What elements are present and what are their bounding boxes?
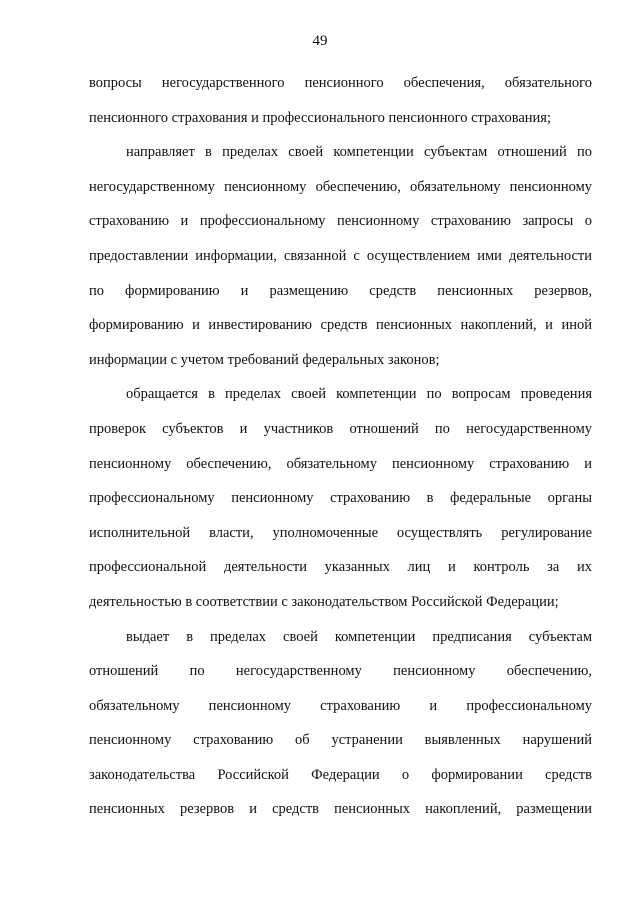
text-line: законодательства Российской Федерации о формировании средств (89, 766, 592, 783)
text-line: обязательному пенсионному страхованию и профессиональному (89, 697, 592, 714)
text-line: по формированию и размещению средств пенсионных резервов, (89, 282, 592, 299)
text-line: исполнительной власти, уполномоченные осуществлять регулирование (89, 524, 592, 541)
text-line: пенсионному обеспечению, обязательному пенсионному страхованию и (89, 455, 592, 472)
text-line: вопросы негосударственного пенсионного обеспечения, обязательного (89, 75, 592, 91)
document-body (89, 66, 592, 827)
text-line: выдает в пределах своей компетенции предписания субъектам (126, 628, 592, 645)
text-line: направляет в пределах своей компетенции субъектам отношений по (126, 144, 592, 161)
text-line: профессиональной деятельности указанных лиц и контроль за их (89, 559, 592, 576)
text-line: проверок субъектов и участников отношений по негосударственному (89, 420, 592, 437)
text-line: негосударственному пенсионному обеспечению, обязательному пенсионному (89, 178, 592, 195)
text-line: деятельностью в соответствии с законодательством Российской Федерации; (89, 593, 559, 610)
page-number: 49 (312, 33, 328, 49)
text-line: формированию и инвестированию средств пенсионных накоплений, и иной (89, 317, 592, 334)
text-line: обращается в пределах своей компетенции по вопросам проведения (126, 386, 592, 403)
text-line: информации с учетом требований федеральных законов; (89, 351, 440, 368)
text-line: профессиональному пенсионному страхованию в федеральные органы (89, 490, 592, 507)
text-line: пенсионному страхованию об устранении выявленных нарушений (89, 732, 592, 749)
text-line: предоставлении информации, связанной с осуществлением ими деятельности (89, 247, 592, 264)
text-line: страхованию и профессиональному пенсионному страхованию запросы о (89, 213, 592, 230)
text-line: пенсионных резервов и средств пенсионных накоплений, размещении (89, 801, 592, 818)
text-line: отношений по негосударственному пенсионному обеспечению, (89, 663, 592, 680)
text-line: пенсионного страхования и профессионального пенсионного страхования; (89, 109, 552, 126)
